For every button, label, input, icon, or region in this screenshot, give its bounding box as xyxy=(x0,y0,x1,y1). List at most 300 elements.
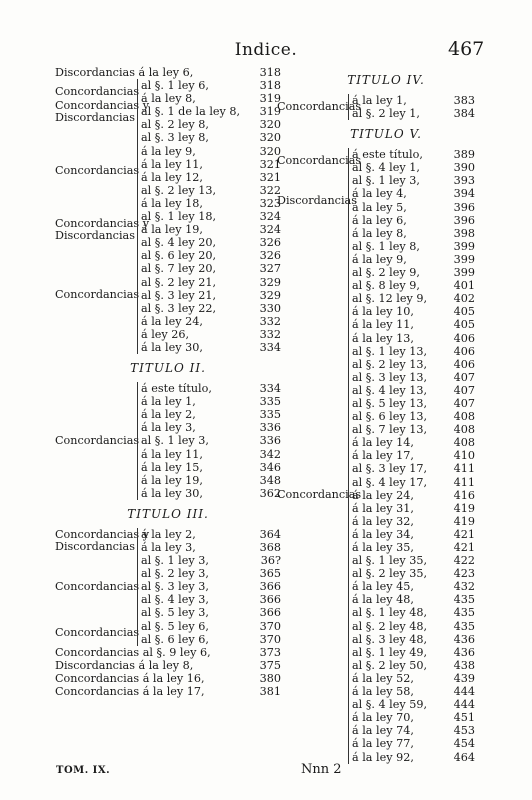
index-entry xyxy=(352,528,475,541)
entry-text: á la ley 8, xyxy=(141,92,196,106)
entry-text: al §. 2 ley 48, xyxy=(352,619,428,633)
page-ref: 318 xyxy=(259,66,281,79)
page-number: 467 xyxy=(448,38,485,60)
page-ref: 454 xyxy=(453,737,475,751)
page-ref: 319 xyxy=(259,105,281,119)
page-ref: 366 xyxy=(259,580,281,594)
group-body xyxy=(137,554,281,619)
page-ref: 416 xyxy=(453,488,475,502)
group-label-line: Discordancias xyxy=(55,540,135,553)
entry-text: á ley 26, xyxy=(141,327,190,341)
index-entry xyxy=(352,515,475,528)
page-ref: 435 xyxy=(453,593,475,607)
entry-text: á la ley 24, xyxy=(352,488,414,502)
page-ref: 335 xyxy=(259,395,281,409)
page-header-title: Indice. xyxy=(234,40,298,60)
entry-text: á la ley 11, xyxy=(141,157,203,171)
index-entry xyxy=(55,685,281,698)
group-label-line: Concordancias xyxy=(55,288,140,302)
page-ref: 396 xyxy=(453,200,475,214)
index-entry xyxy=(352,502,475,515)
entry-text: á la ley 70, xyxy=(352,711,414,725)
page-ref: 423 xyxy=(453,567,475,581)
entry-text: á este título, xyxy=(352,148,423,162)
brace-group xyxy=(277,94,475,120)
page-ref: 408 xyxy=(453,436,475,450)
page-ref: 342 xyxy=(259,447,281,461)
group-label-line: Concordancias y xyxy=(55,98,150,112)
page-ref: 329 xyxy=(259,275,281,289)
group-body xyxy=(137,382,281,500)
brace xyxy=(137,554,281,619)
group-label-line: Concordancias xyxy=(55,579,140,593)
page-ref: 370 xyxy=(259,619,281,633)
group-label xyxy=(55,289,139,301)
page-ref: 464 xyxy=(453,750,475,764)
page-ref: 336 xyxy=(259,434,281,448)
entry-text: al §. 4 ley 1, xyxy=(352,161,420,175)
index-entry xyxy=(352,240,475,253)
entry-text: á la ley 31, xyxy=(352,501,414,515)
entry-text: á la ley 2, xyxy=(141,527,196,541)
index-entry xyxy=(55,659,281,672)
entry-text: á la ley 1, xyxy=(352,94,407,107)
entry-text: á la ley 5, xyxy=(352,200,407,214)
index-entry xyxy=(141,302,281,315)
index-entry xyxy=(352,541,475,554)
entry-text: á la ley 30, xyxy=(141,486,203,500)
entry-text: al §. 2 ley 21, xyxy=(141,275,217,289)
group-label xyxy=(55,529,149,553)
brace xyxy=(137,79,281,105)
index-entry xyxy=(352,214,475,227)
page-ref: 422 xyxy=(453,554,475,568)
entry-text: á la ley 35, xyxy=(352,541,414,554)
index-entry xyxy=(141,606,281,619)
group-body xyxy=(348,94,475,120)
entry-text: á la ley 13, xyxy=(352,331,414,345)
entry-text: á la ley 32, xyxy=(352,514,414,528)
entry-text: Discordancias á la ley 6, xyxy=(55,66,194,79)
page-ref: 346 xyxy=(259,460,281,474)
page-ref: 365 xyxy=(259,567,281,581)
entry-text: á la ley 2, xyxy=(141,408,196,422)
brace xyxy=(348,148,475,174)
index-entry xyxy=(352,476,475,489)
entry-text: á la ley 58, xyxy=(352,685,414,699)
index-entry xyxy=(141,408,281,421)
page-ref: 368 xyxy=(259,541,281,554)
group-label-line: Concordancias xyxy=(277,100,362,114)
index-entry xyxy=(141,633,281,646)
group-label xyxy=(55,627,139,639)
page-ref: 410 xyxy=(453,449,475,463)
index-entry xyxy=(352,371,475,384)
brace xyxy=(137,223,281,236)
group-label xyxy=(277,195,357,207)
entry-text: al §. 2 ley 50, xyxy=(352,658,428,672)
index-entry xyxy=(352,423,475,436)
entry-text: á la ley 48, xyxy=(352,593,414,607)
index-entry xyxy=(141,567,281,580)
page-ref: 327 xyxy=(259,262,281,276)
index-entry xyxy=(352,94,475,107)
entry-text: al §. 4 ley 3, xyxy=(141,593,209,607)
entry-text: á la ley 18, xyxy=(141,196,203,210)
section-heading: TITULO IV. xyxy=(347,73,425,87)
group-label-line: Concordancias xyxy=(55,434,140,447)
entry-text: al §. 1 ley 48, xyxy=(352,606,428,620)
brace-group xyxy=(277,174,475,226)
entry-text: al §. 8 ley 9, xyxy=(352,279,420,293)
page-ref: 390 xyxy=(453,161,475,175)
page-ref: 419 xyxy=(453,514,475,528)
entry-text: al §. 1 de la ley 8, xyxy=(141,105,241,119)
group-label xyxy=(55,581,139,593)
entry-text: Concordancias al §. 9 ley 6, xyxy=(55,645,211,659)
index-entry xyxy=(352,698,475,711)
entry-text: á la ley 3, xyxy=(141,541,196,554)
index-entry xyxy=(352,201,475,214)
footer-signature: Nnn 2 xyxy=(301,762,342,777)
page-ref: 36? xyxy=(260,554,281,568)
index-entry xyxy=(352,384,475,397)
group-label-line: Concordancias xyxy=(55,85,140,99)
page-ref: 407 xyxy=(453,383,475,397)
entry-text: al §. 2 ley 13, xyxy=(352,357,428,371)
page-ref: 406 xyxy=(453,331,475,345)
group-label-line: Concordancias xyxy=(277,154,362,168)
entry-text: á la ley 10, xyxy=(352,305,414,319)
index-entry xyxy=(352,187,475,200)
page-ref: 319 xyxy=(259,92,281,106)
index-entry xyxy=(352,266,475,279)
index-entry xyxy=(352,633,475,646)
index-entry xyxy=(352,567,475,580)
page-ref: 366 xyxy=(259,593,281,607)
brace-group xyxy=(277,148,475,174)
right-column xyxy=(277,66,475,764)
index-entry xyxy=(352,410,475,423)
index-entry xyxy=(141,434,281,447)
index-entry xyxy=(141,131,281,144)
page-ref: 407 xyxy=(453,396,475,410)
section-heading: TITULO V. xyxy=(350,127,422,142)
page-ref: 370 xyxy=(259,632,281,646)
entry-text: al §. 1 ley 3, xyxy=(141,554,209,568)
entry-text: al §. 3 ley 21, xyxy=(141,288,217,302)
entry-text: al §. 3 ley 22, xyxy=(141,301,217,315)
page-ref: 334 xyxy=(259,382,281,396)
entry-text: al §. 7 ley 13, xyxy=(352,423,428,437)
page-ref: 411 xyxy=(453,462,475,476)
group-body xyxy=(348,148,475,174)
index-entry xyxy=(352,606,475,619)
index-entry xyxy=(141,395,281,408)
brace-group xyxy=(55,236,281,354)
page-ref: 444 xyxy=(453,698,475,712)
entry-text: á la ley 74, xyxy=(352,724,414,738)
index-entry xyxy=(141,541,281,554)
group-label xyxy=(55,86,139,98)
index-entry xyxy=(352,580,475,593)
page-ref: 393 xyxy=(453,174,475,188)
index-entry xyxy=(141,289,281,302)
brace-group xyxy=(55,118,281,223)
group-body xyxy=(348,174,475,226)
page-ref: 384 xyxy=(453,107,475,121)
page-ref: 336 xyxy=(259,421,281,435)
index-entry xyxy=(352,489,475,502)
entry-text: al §. 1 ley 35, xyxy=(352,554,428,568)
page-ref: 380 xyxy=(259,671,281,685)
index-entry xyxy=(352,253,475,266)
page-ref: 320 xyxy=(259,144,281,158)
entry-text: Concordancias á la ley 17, xyxy=(55,685,205,699)
entry-text: al §. 1 ley 13, xyxy=(352,344,428,358)
entry-text: á la ley 9, xyxy=(352,252,407,266)
entry-text: al §. 6 ley 6, xyxy=(141,632,209,646)
page-ref: 408 xyxy=(453,410,475,424)
entry-text: al §. 5 ley 13, xyxy=(352,396,428,410)
entry-text: al §. 1 ley 8, xyxy=(352,239,420,253)
page-ref: 438 xyxy=(453,658,475,672)
index-entry xyxy=(55,646,281,659)
brace-group xyxy=(277,227,475,764)
index-entry xyxy=(352,646,475,659)
page-ref: 401 xyxy=(453,279,475,293)
brace-group xyxy=(55,528,281,554)
group-label-line: Concordancias xyxy=(55,163,140,177)
page-ref: 320 xyxy=(259,118,281,132)
entry-text: á la ley 14, xyxy=(352,436,414,450)
entry-text: al §. 1 ley 49, xyxy=(352,645,428,659)
entry-text: á la ley 34, xyxy=(352,527,414,541)
entry-text: á la ley 19, xyxy=(141,223,203,237)
index-entry xyxy=(141,461,281,474)
index-entry xyxy=(352,751,475,764)
page-ref: 375 xyxy=(259,658,281,672)
index-entry xyxy=(141,197,281,210)
entry-text: á la ley 11, xyxy=(141,447,203,461)
entry-text: al §. 1 ley 18, xyxy=(141,210,217,224)
page-ref: 332 xyxy=(259,314,281,328)
page-ref: 399 xyxy=(453,252,475,266)
index-entry xyxy=(352,436,475,449)
entry-text: al §. 7 ley 20, xyxy=(141,262,217,276)
entry-text: á la ley 30, xyxy=(141,340,203,354)
page-ref: 396 xyxy=(453,213,475,227)
entry-text: á la ley 24, xyxy=(141,314,203,328)
group-label-line: Discordancias xyxy=(277,193,357,207)
entry-text: al §. 4 ley 59, xyxy=(352,698,428,712)
page-ref: 320 xyxy=(259,131,281,145)
entry-text: al §. 4 ley 13, xyxy=(352,383,428,397)
index-entry xyxy=(352,318,475,331)
page-ref: 436 xyxy=(453,632,475,646)
entry-text: al §. 1 ley 3, xyxy=(141,434,209,448)
entry-text: á la ley 8, xyxy=(352,226,407,240)
group-body xyxy=(348,227,475,764)
entry-text: al §. 3 ley 13, xyxy=(352,370,428,384)
index-entry xyxy=(55,672,281,685)
entry-text: á la ley 3, xyxy=(141,421,196,435)
page-ref: 326 xyxy=(259,249,281,263)
index-entry xyxy=(352,737,475,750)
index-entry xyxy=(352,292,475,305)
group-body xyxy=(137,236,281,354)
entry-text: al §. 2 ley 13, xyxy=(141,183,217,197)
brace-group xyxy=(55,620,281,646)
entry-text: al §. 4 ley 17, xyxy=(352,475,428,489)
brace xyxy=(137,528,281,554)
group-body xyxy=(137,118,281,223)
entry-text: á la ley 19, xyxy=(141,473,203,487)
page-ref: 324 xyxy=(259,223,281,237)
page-ref: 381 xyxy=(259,685,281,699)
group-body xyxy=(137,105,281,118)
index-entry xyxy=(352,462,475,475)
page-ref: 322 xyxy=(259,183,281,197)
index-entry xyxy=(55,66,281,79)
index-entry xyxy=(352,593,475,606)
entry-text: al §. 1 ley 3, xyxy=(352,174,420,188)
index-entry xyxy=(352,449,475,462)
index-entry xyxy=(352,358,475,371)
index-entry xyxy=(141,236,281,249)
page-ref: 362 xyxy=(259,486,281,500)
entry-text: á la ley 17, xyxy=(352,449,414,463)
index-entry xyxy=(141,223,281,236)
index-entry xyxy=(141,421,281,434)
left-column xyxy=(55,66,281,698)
page-ref: 398 xyxy=(453,226,475,240)
page-ref: 444 xyxy=(453,685,475,699)
index-entry xyxy=(352,685,475,698)
index-entry xyxy=(352,711,475,724)
index-entry xyxy=(141,341,281,354)
index-entry xyxy=(352,345,475,358)
index-entry xyxy=(352,554,475,567)
group-label-line: Discordancias xyxy=(55,110,135,124)
brace xyxy=(137,236,281,354)
page-ref: 332 xyxy=(259,327,281,341)
entry-text: al §. 12 ley 9, xyxy=(352,292,428,306)
index-entry xyxy=(352,659,475,672)
index-entry xyxy=(141,474,281,487)
page-ref: 435 xyxy=(453,606,475,620)
entry-text: á la ley 9, xyxy=(141,144,196,158)
page-ref: 324 xyxy=(259,210,281,224)
index-entry xyxy=(352,672,475,685)
index-entry xyxy=(352,161,475,174)
index-entry xyxy=(141,184,281,197)
entry-text: á la ley 45, xyxy=(352,580,414,594)
group-body xyxy=(137,528,281,554)
page-ref: 405 xyxy=(453,305,475,319)
entry-text: al §. 2 ley 8, xyxy=(141,118,209,132)
entry-text: al §. 4 ley 20, xyxy=(141,236,217,250)
entry-text: á este título, xyxy=(141,382,212,396)
page-ref: 329 xyxy=(259,288,281,302)
index-entry xyxy=(352,227,475,240)
group-body xyxy=(137,223,281,236)
brace xyxy=(137,105,281,118)
page-ref: 436 xyxy=(453,645,475,659)
entry-text: á la ley 4, xyxy=(352,187,407,201)
index-entry xyxy=(352,107,475,120)
entry-text: al §. 6 ley 20, xyxy=(141,249,217,263)
entry-text: á la ley 1, xyxy=(141,395,196,409)
index-entry xyxy=(141,554,281,567)
page-ref: 399 xyxy=(453,239,475,253)
entry-text: á la ley 6, xyxy=(352,213,407,227)
brace xyxy=(348,94,475,120)
index-entry xyxy=(141,92,281,105)
entry-text: al §. 1 ley 6, xyxy=(141,79,209,93)
brace-group xyxy=(55,554,281,619)
entry-text: á la ley 92, xyxy=(352,750,414,764)
page-ref: 411 xyxy=(453,475,475,489)
entry-text: al §. 3 ley 3, xyxy=(141,580,209,594)
brace-group xyxy=(55,382,281,500)
page-ref: 421 xyxy=(453,541,475,554)
brace xyxy=(348,227,475,764)
page-ref: 451 xyxy=(453,711,475,725)
index-entry xyxy=(141,276,281,289)
page-ref: 321 xyxy=(259,170,281,184)
page-ref: 330 xyxy=(259,301,281,315)
entry-text: al §. 3 ley 48, xyxy=(352,632,428,646)
index-entry xyxy=(141,118,281,131)
index-entry xyxy=(352,332,475,345)
brace xyxy=(137,118,281,223)
index-entry xyxy=(141,382,281,395)
index-entry xyxy=(352,174,475,187)
entry-text: al §. 3 ley 17, xyxy=(352,462,428,476)
page-ref: 321 xyxy=(259,157,281,171)
index-entry xyxy=(141,487,281,500)
index-entry xyxy=(352,397,475,410)
page-ref: 366 xyxy=(259,606,281,620)
footer-volume: TOM. IX. xyxy=(56,765,111,776)
entry-text: al §. 3 ley 8, xyxy=(141,131,209,145)
page-ref: 373 xyxy=(259,645,281,659)
brace xyxy=(137,620,281,646)
index-entry xyxy=(141,105,281,118)
index-entry xyxy=(352,724,475,737)
page-ref: 406 xyxy=(453,344,475,358)
entry-text: á la ley 11, xyxy=(352,318,414,332)
page-ref: 318 xyxy=(259,79,281,93)
group-body xyxy=(137,79,281,105)
group-label-line: Concordancias y xyxy=(55,528,150,541)
page-ref: 335 xyxy=(259,408,281,422)
entry-text: al §. 5 ley 3, xyxy=(141,606,209,620)
page-ref: 402 xyxy=(453,292,475,306)
index-entry xyxy=(141,528,281,541)
index-entry xyxy=(141,593,281,606)
index-entry xyxy=(141,249,281,262)
index-entry xyxy=(141,79,281,92)
group-label-line: Concordancias xyxy=(277,488,362,502)
page-ref: 399 xyxy=(453,266,475,280)
index-entry xyxy=(141,448,281,461)
page-ref: 439 xyxy=(453,671,475,685)
page-ref: 432 xyxy=(453,580,475,594)
section-heading: TITULO III. xyxy=(127,506,209,521)
index-entry xyxy=(141,210,281,223)
